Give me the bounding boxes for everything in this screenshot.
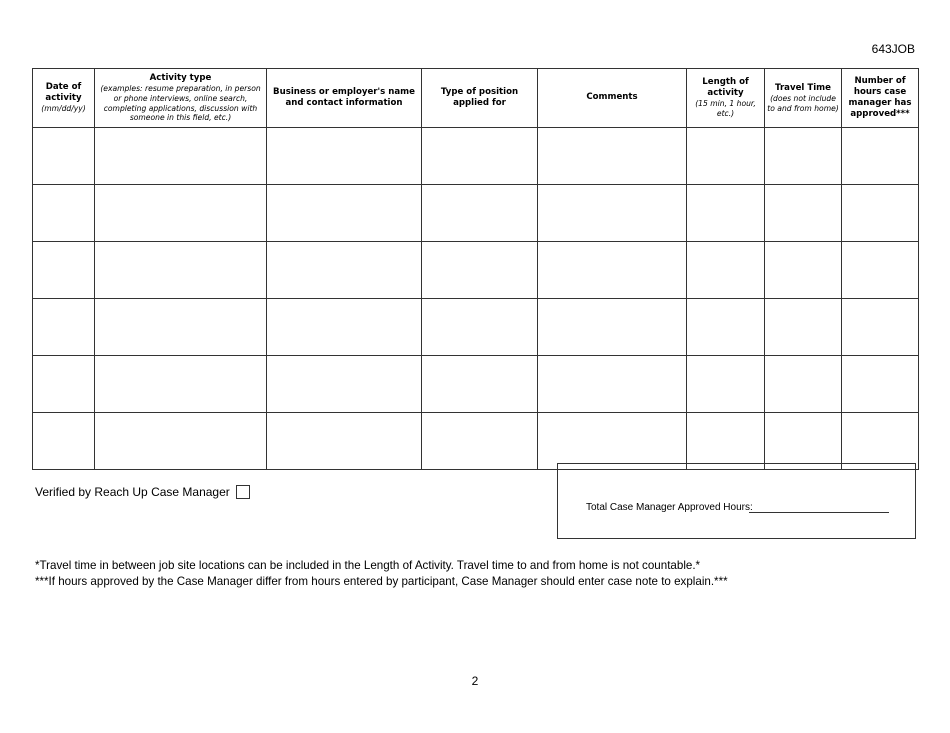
cell-approved-hours[interactable]	[842, 413, 919, 470]
table-row	[33, 185, 919, 242]
cell-travel-time[interactable]	[765, 299, 842, 356]
cell-employer[interactable]	[267, 413, 422, 470]
form-code: 643JOB	[871, 42, 915, 56]
table-header-row	[33, 69, 919, 128]
table-row	[33, 299, 919, 356]
column-header-length: Length of activity (15 min, 1 hour, etc.)	[687, 69, 765, 128]
cell-length[interactable]	[687, 356, 765, 413]
cell-length[interactable]	[687, 413, 765, 470]
verified-label: Verified by Reach Up Case Manager	[35, 485, 230, 499]
cell-length[interactable]	[687, 185, 765, 242]
cell-date[interactable]	[33, 413, 95, 470]
cell-comments[interactable]	[538, 299, 687, 356]
column-header-approved-hours: Number of hours case manager has approved***	[842, 69, 919, 128]
column-header-employer: Business or employer's name and contact information	[267, 69, 422, 128]
cell-approved-hours[interactable]	[842, 356, 919, 413]
footnote-case-note: ***If hours approved by the Case Manager differ from hours entered by participant, Case Manager should enter case note to explain.***	[35, 575, 728, 588]
column-header-position-type: Type of position applied for	[422, 69, 538, 128]
verified-checkbox[interactable]	[236, 485, 250, 499]
cell-date[interactable]	[33, 242, 95, 299]
total-hours-box	[557, 463, 916, 539]
cell-position-type[interactable]	[422, 413, 538, 470]
table-row	[33, 356, 919, 413]
footnotes	[35, 558, 728, 590]
cell-travel-time[interactable]	[765, 413, 842, 470]
cell-employer[interactable]	[267, 299, 422, 356]
cell-date[interactable]	[33, 299, 95, 356]
cell-employer[interactable]	[267, 242, 422, 299]
footnote-travel-time: *Travel time in between job site locations can be included in the Length of Activity. Travel time to and from home is not countable.*	[35, 559, 701, 572]
cell-activity-type[interactable]	[95, 242, 267, 299]
cell-activity-type[interactable]	[95, 299, 267, 356]
cell-approved-hours[interactable]	[842, 299, 919, 356]
cell-length[interactable]	[687, 128, 765, 185]
column-header-comments: Comments	[538, 69, 687, 128]
cell-activity-type[interactable]	[95, 356, 267, 413]
total-hours-field[interactable]	[749, 512, 889, 513]
cell-comments[interactable]	[538, 413, 687, 470]
cell-date[interactable]	[33, 185, 95, 242]
cell-position-type[interactable]	[422, 128, 538, 185]
total-hours-label: Total Case Manager Approved Hours:	[586, 502, 753, 513]
cell-comments[interactable]	[538, 128, 687, 185]
cell-activity-type[interactable]	[95, 128, 267, 185]
cell-date[interactable]	[33, 128, 95, 185]
table-row	[33, 413, 919, 470]
cell-travel-time[interactable]	[765, 185, 842, 242]
cell-date[interactable]	[33, 356, 95, 413]
cell-activity-type[interactable]	[95, 185, 267, 242]
activity-log-table	[32, 68, 919, 470]
cell-travel-time[interactable]	[765, 128, 842, 185]
cell-travel-time[interactable]	[765, 242, 842, 299]
cell-comments[interactable]	[538, 356, 687, 413]
table-row	[33, 242, 919, 299]
cell-approved-hours[interactable]	[842, 185, 919, 242]
cell-employer[interactable]	[267, 128, 422, 185]
cell-employer[interactable]	[267, 356, 422, 413]
verified-section	[35, 485, 250, 499]
cell-position-type[interactable]	[422, 185, 538, 242]
cell-comments[interactable]	[538, 185, 687, 242]
cell-length[interactable]	[687, 299, 765, 356]
table-row	[33, 128, 919, 185]
cell-length[interactable]	[687, 242, 765, 299]
column-header-travel-time: Travel Time (does not include to and from home)	[765, 69, 842, 128]
cell-position-type[interactable]	[422, 299, 538, 356]
page-number: 2	[471, 674, 479, 688]
cell-approved-hours[interactable]	[842, 242, 919, 299]
cell-travel-time[interactable]	[765, 356, 842, 413]
column-header-date: Date of activity (mm/dd/yy)	[33, 69, 95, 128]
cell-position-type[interactable]	[422, 242, 538, 299]
cell-position-type[interactable]	[422, 356, 538, 413]
cell-employer[interactable]	[267, 185, 422, 242]
column-header-activity-type: Activity type (examples: resume preparation, in person or phone interviews, online search, completing applications, discussion with someone in this field, etc.)	[95, 69, 267, 128]
cell-activity-type[interactable]	[95, 413, 267, 470]
cell-comments[interactable]	[538, 242, 687, 299]
cell-approved-hours[interactable]	[842, 128, 919, 185]
